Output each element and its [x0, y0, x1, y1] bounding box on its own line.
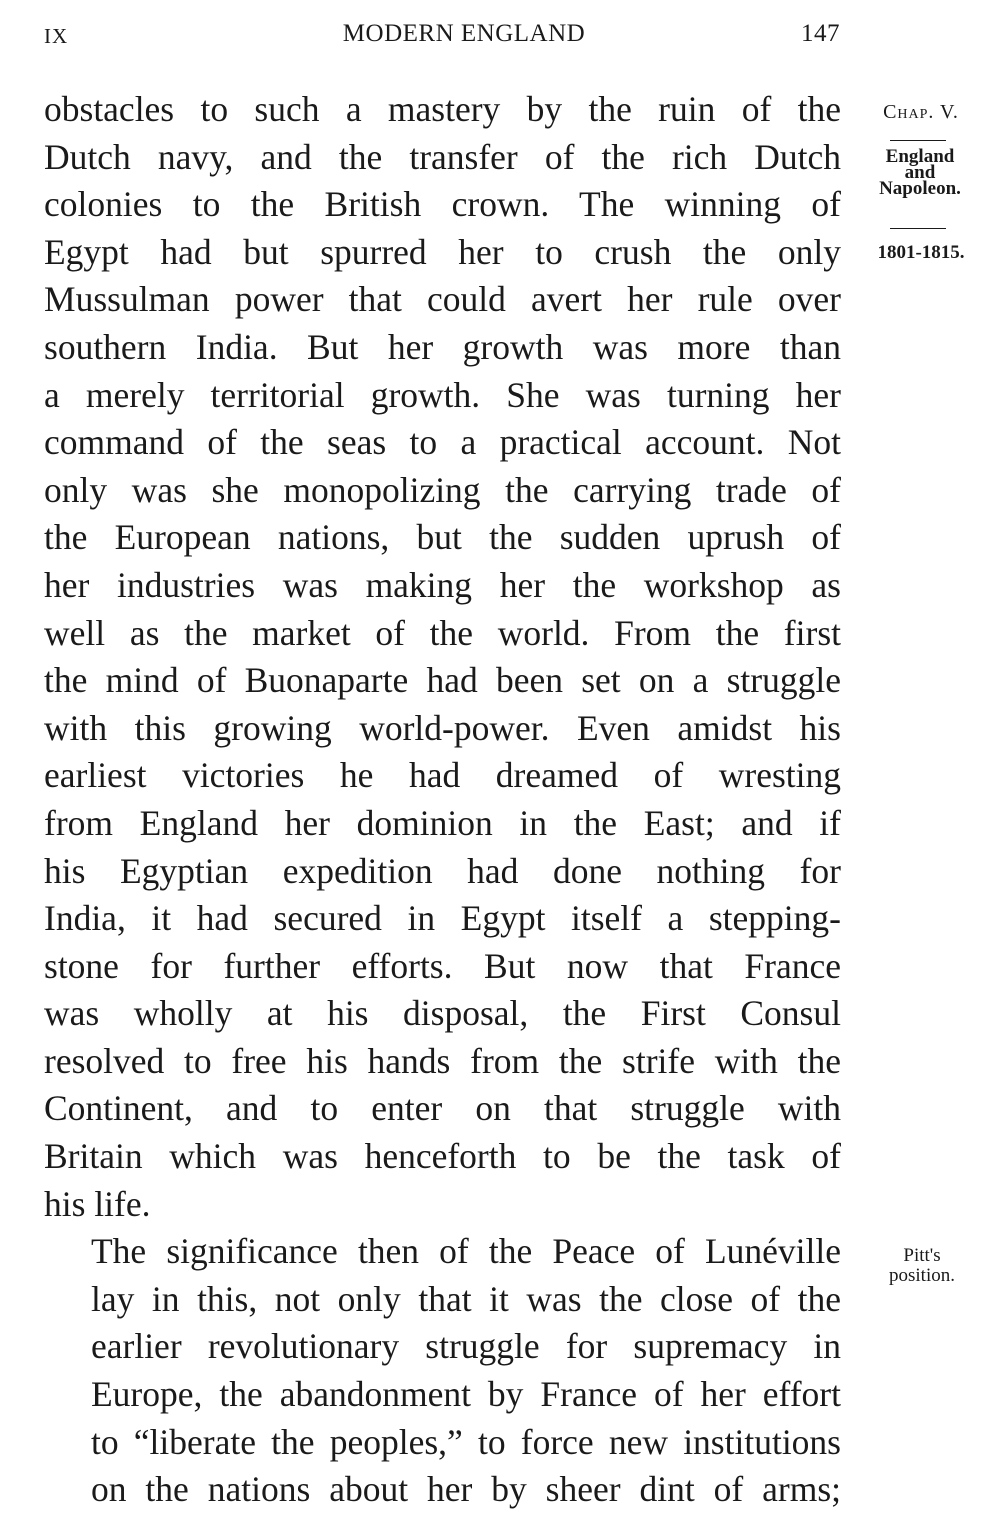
text-line: Egypt had but spurred her to crush the only — [44, 231, 841, 272]
text-line: Dutch navy, and the transfer of the rich Dutch — [44, 136, 841, 177]
marginal-topic-line: England — [885, 146, 955, 167]
text-line: well as the market of the world. From the first — [44, 612, 841, 653]
text-line: The significance then of the Peace of Lunéville — [91, 1231, 841, 1272]
text-line: resolved to free his hands from the strife with the — [44, 1040, 841, 1081]
text-line: command of the seas to a practical account. Not — [44, 422, 841, 463]
text-line: southern India. But her growth was more than — [44, 326, 841, 367]
text-line: the mind of Buonaparte had been set on a struggle — [44, 660, 841, 701]
marginal-topic-note — [858, 146, 982, 199]
text-line: the European nations, but the sudden uprush of — [44, 517, 841, 558]
text-line: lay in this, not only that it was the close of the — [91, 1278, 841, 1319]
text-line: obstacles to such a mastery by the ruin of the — [44, 89, 841, 129]
text-line: was wholly at his disposal, the First Consul — [44, 993, 841, 1034]
text-line: India, it had secured in Egypt itself a stepping- — [44, 898, 841, 939]
text-line: his Egyptian expedition had done nothing for — [44, 850, 841, 891]
text-line: her industries was making her the workshop as — [44, 564, 841, 605]
text-line: stone for further efforts. But now that France — [44, 945, 841, 986]
text-line: Continent, and to enter on that struggle with — [44, 1088, 841, 1129]
text-line: on the nations about her by sheer dint of arms; — [91, 1469, 841, 1510]
marginal-pitt-note — [862, 1246, 982, 1286]
text-line: Europe, the abandonment by France of her effort — [91, 1374, 841, 1415]
text-line: earliest victories he had dreamed of wresting — [44, 755, 841, 796]
text-line: earlier revolutionary struggle for supremacy in — [91, 1326, 841, 1367]
text-line: to “liberate the peoples,” to force new institutions — [91, 1421, 841, 1462]
text-line: a merely territorial growth. She was turning her — [44, 374, 841, 415]
text-line: colonies to the British crown. The winning of — [44, 184, 841, 225]
paragraph-1 — [44, 86, 841, 1228]
text-line: Mussulman power that could avert her rule over — [44, 279, 841, 320]
running-title: MODERN ENGLAND — [342, 20, 586, 47]
paragraph-2 — [44, 1228, 841, 1514]
marginal-pitt-line: position. — [889, 1265, 955, 1286]
marginal-topic-line: Napoleon. — [879, 178, 961, 199]
marginal-topic-line: and — [904, 162, 936, 183]
marginal-chapter-note: Chap. V. — [883, 101, 959, 123]
body-text — [44, 86, 841, 1514]
text-line: his life. — [44, 1183, 151, 1224]
marginal-rule — [890, 228, 946, 229]
text-line: Britain which was henceforth to be the task of — [44, 1136, 841, 1177]
marginal-dates-note: 1801-1815. — [877, 242, 965, 263]
running-head — [44, 20, 840, 54]
marginal-rule — [890, 140, 946, 141]
text-line: with this growing world-power. Even amidst his — [44, 707, 841, 748]
text-line: only was she monopolizing the carrying trade of — [44, 469, 841, 510]
marginal-pitt-line: Pitt's — [903, 1245, 941, 1266]
page-number: 147 — [801, 20, 840, 47]
text-line: from England her dominion in the East; and if — [44, 802, 841, 843]
chapter-number: IX — [44, 24, 69, 48]
